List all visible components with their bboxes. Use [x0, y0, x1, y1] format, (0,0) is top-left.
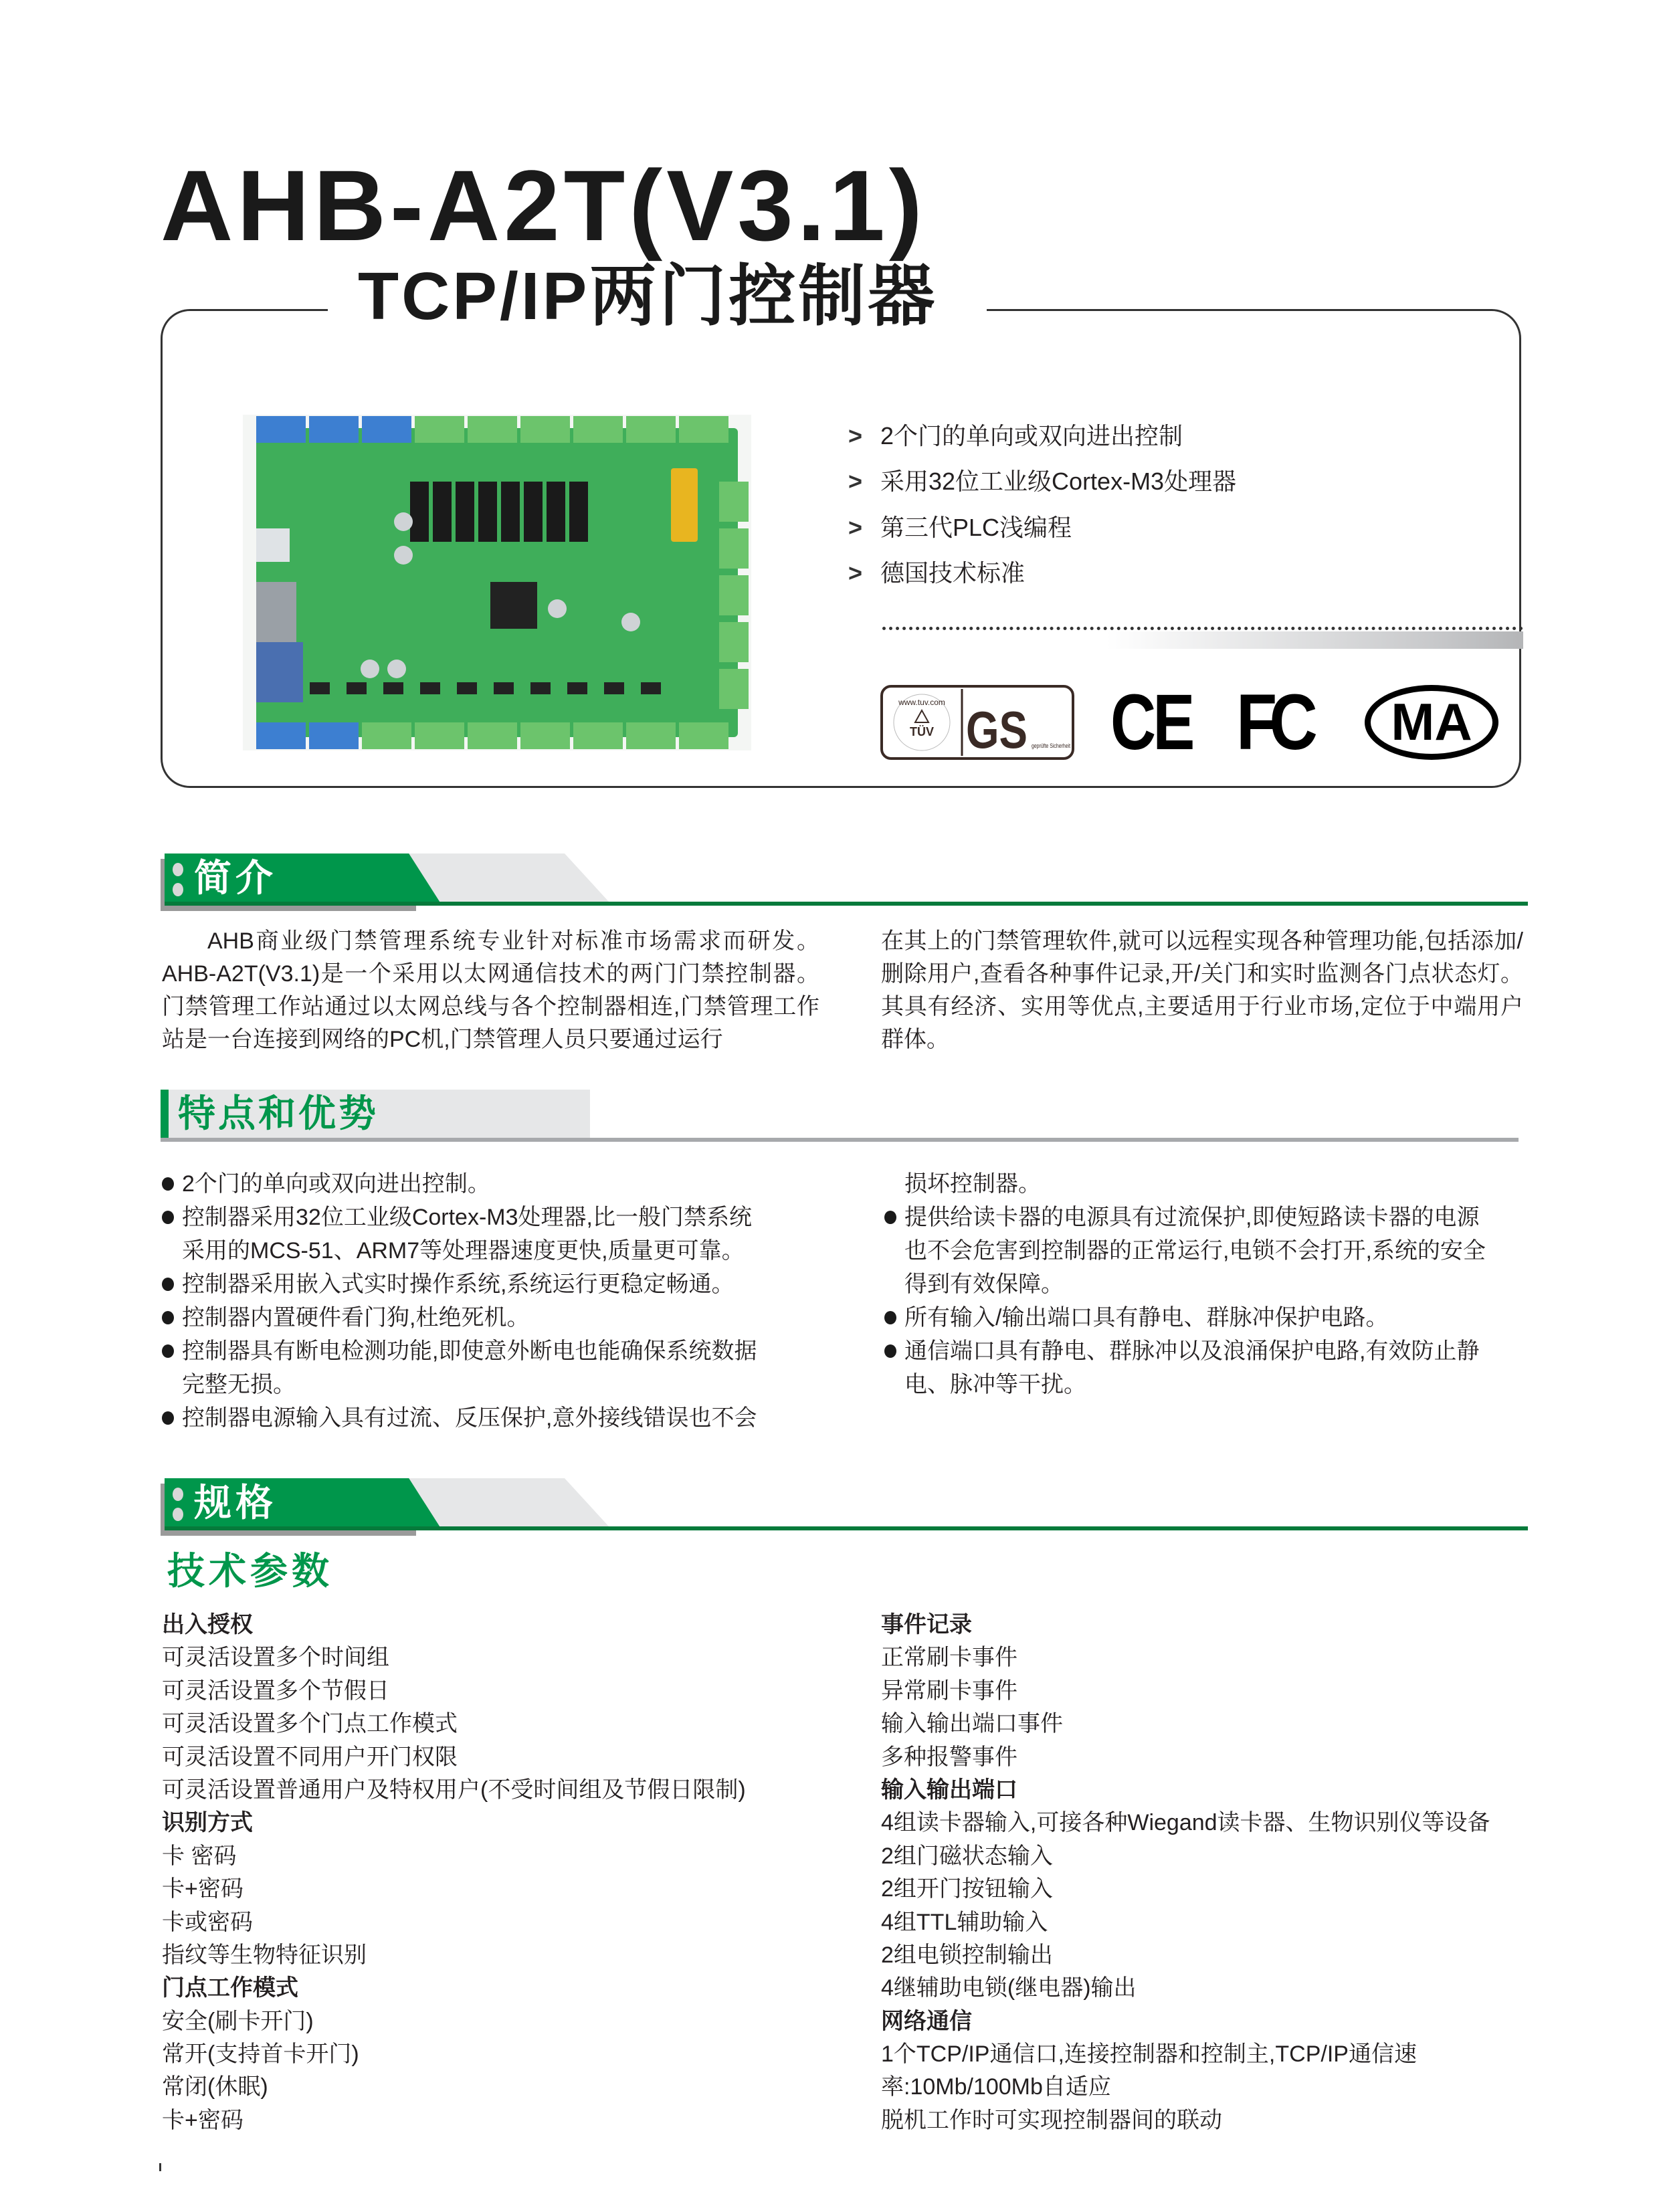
relay	[524, 482, 543, 542]
relay	[433, 482, 452, 542]
terminal-block-side	[719, 622, 749, 662]
terminal-block-bottom	[415, 722, 464, 749]
spec-item: 可灵活设置不同用户开门权限	[162, 1744, 458, 1770]
ic-chip	[494, 682, 514, 694]
specs-column-right	[881, 1609, 1650, 2137]
terminal-block-top	[626, 416, 676, 443]
highlight-text: 德国技术标准	[880, 559, 1026, 587]
ce-logo: CE	[1110, 678, 1192, 767]
spec-item: 可灵活设置多个门点工作模式	[162, 1711, 458, 1737]
spec-item: 2组门磁状态输入	[881, 1843, 1053, 1869]
gradient-bar	[882, 631, 1523, 649]
bullet-icon	[162, 1344, 174, 1358]
cma-logo: MA	[1365, 685, 1498, 760]
terminal-block-top	[679, 416, 728, 443]
spec-item: 2组开门按钮输入	[881, 1876, 1053, 1902]
highlight-text: 采用32位工业级Cortex-M3处理器	[880, 468, 1237, 495]
bullet-icon	[162, 1278, 174, 1291]
spec-item: 1个TCP/IP通信口,连接控制器和控制主,TCP/IP通信速	[881, 2041, 1417, 2068]
feature-line	[162, 1401, 871, 1435]
terminal-block-bottom	[256, 722, 306, 749]
feature-line	[884, 1268, 1527, 1301]
bullet-icon	[162, 1177, 174, 1191]
spec-item: 卡 密码	[162, 1843, 237, 1869]
capacitor	[387, 660, 406, 678]
highlight-item	[848, 467, 1236, 496]
spec-item: 4组读卡器输入,可接各种Wiegand读卡器、生物识别仪等设备	[881, 1810, 1490, 1836]
bullet-icon	[884, 1344, 896, 1358]
feature-text: 控制器具有断电检测功能,即使意外断电也能确保系统数据	[182, 1338, 757, 1364]
chevron-right-icon: >	[848, 514, 863, 541]
tuv-url-text: www.tuv.com	[898, 698, 945, 707]
relay	[501, 482, 520, 542]
microcontroller-chip	[490, 582, 537, 629]
ic-chip	[347, 682, 367, 694]
spec-group-title: 门点工作模式	[162, 1975, 298, 2001]
feature-line	[884, 1167, 1527, 1201]
product-subtitle: TCP/IP两门控制器	[358, 259, 938, 334]
feature-text: 提供给读卡器的电源具有过流保护,即使短路读卡器的电源	[904, 1205, 1480, 1230]
feature-line	[884, 1334, 1527, 1368]
crop-mark	[159, 2163, 161, 2171]
spec-item: 输入输出端口事件	[881, 1711, 1063, 1737]
terminal-block-top	[362, 416, 411, 443]
ic-chip	[420, 682, 440, 694]
features-list-left	[162, 1167, 871, 1435]
spec-item: 常闭(休眠)	[162, 2074, 268, 2100]
section-header-intro	[161, 853, 1528, 914]
feature-line	[884, 1201, 1527, 1234]
terminal-block-top	[468, 416, 517, 443]
ic-chip	[604, 682, 624, 694]
spec-item: 卡+密码	[162, 2107, 243, 2133]
serial-port	[256, 642, 303, 702]
feature-text: 也不会危害到控制器的正常运行,电锁不会打开,系统的安全	[904, 1238, 1486, 1264]
terminal-block-bottom	[573, 722, 623, 749]
terminal-block-top	[415, 416, 464, 443]
feature-text: 完整无损。	[182, 1372, 296, 1397]
chevron-right-icon: >	[848, 422, 863, 449]
spec-item: 多种报警事件	[881, 1744, 1017, 1770]
capacitor	[394, 512, 413, 531]
spec-item: 4组TTL辅助输入	[881, 1909, 1048, 1935]
tuv-gs-logo	[880, 685, 1074, 760]
feature-line	[162, 1334, 871, 1368]
specs-column-left	[162, 1609, 871, 2137]
bullet-icon	[884, 1311, 896, 1324]
terminal-block-side	[719, 482, 749, 522]
intro-paragraph-left: AHB商业级门禁管理系统专业针对标准市场需求而研发。AHB-A2T(V3.1)是一个采用以太网通信技术的两门门禁控制器。门禁管理工作站通过以太网总线与各个控制器相连,门禁管理工作站是一台连接到网络的PC机,门禁管理人员只要通过运行	[162, 928, 819, 1052]
terminal-block-bottom	[520, 722, 570, 749]
spec-group-title: 出入授权	[162, 1612, 253, 1637]
spec-item: 可灵活设置多个时间组	[162, 1645, 389, 1671]
spec-item: 脱机工作时可实现控制器间的联动	[881, 2107, 1222, 2133]
ic-chip	[383, 682, 403, 694]
chevron-right-icon: >	[848, 468, 863, 495]
feature-text: 2个门的单向或双向进出控制。	[182, 1171, 490, 1197]
highlight-text: 第三代PLC浅编程	[880, 514, 1072, 541]
feature-line	[884, 1301, 1527, 1334]
terminal-block-bottom	[362, 722, 411, 749]
tech-params-title: 技术参数	[167, 1550, 333, 1592]
terminal-block-side	[719, 575, 749, 615]
backup-battery	[671, 468, 698, 542]
spec-item: 正常刷卡事件	[881, 1645, 1017, 1671]
feature-line	[162, 1234, 871, 1268]
terminal-block-side	[719, 669, 749, 709]
features-list-right	[884, 1167, 1527, 1401]
feature-text: 损坏控制器。	[904, 1171, 1041, 1197]
section-header-features	[161, 1090, 1519, 1143]
feature-text: 所有输入/输出端口具有静电、群脉冲保护电路。	[904, 1305, 1389, 1330]
spec-group-title: 识别方式	[162, 1810, 253, 1836]
spec-item: 异常刷卡事件	[881, 1678, 1017, 1704]
bullet-icon	[884, 1211, 896, 1224]
terminal-block-bottom	[626, 722, 676, 749]
terminal-block-bottom	[468, 722, 517, 749]
feature-line	[162, 1301, 871, 1334]
section-header-specs	[161, 1478, 1528, 1538]
dotted-divider	[882, 627, 1523, 630]
spec-item: 可灵活设置普通用户及特权用户(不受时间组及节假日限制)	[162, 1777, 746, 1803]
section-dots-icon	[173, 863, 185, 903]
feature-line	[884, 1368, 1527, 1401]
highlight-text: 2个门的单向或双向进出控制	[880, 422, 1183, 449]
feature-text: 控制器采用32位工业级Cortex-M3处理器,比一般门禁系统	[182, 1205, 752, 1230]
ic-chip	[310, 682, 330, 694]
highlight-item	[848, 513, 1072, 542]
feature-text: 电、脉冲等干扰。	[904, 1372, 1086, 1397]
section-dots-icon	[173, 1488, 185, 1528]
spec-item: 率:10Mb/100Mb自适应	[881, 2074, 1111, 2100]
feature-text: 采用的MCS-51、ARM7等处理器速度更快,质量更可靠。	[182, 1238, 745, 1264]
capacitor	[361, 660, 379, 678]
spec-group-title: 事件记录	[881, 1612, 972, 1637]
section-title: 简介	[194, 857, 277, 899]
spec-item: 安全(刷卡开门)	[162, 2008, 314, 2034]
feature-line	[162, 1201, 871, 1234]
terminal-block-bottom	[679, 722, 728, 749]
spec-item: 2组电锁控制输出	[881, 1942, 1053, 1968]
feature-line	[162, 1167, 871, 1201]
spec-item: 4继辅助电锁(继电器)输出	[881, 1975, 1137, 2001]
feature-text: 控制器电源输入具有过流、反压保护,意外接线错误也不会	[182, 1405, 757, 1431]
bullet-icon	[162, 1411, 174, 1425]
terminal-block-bottom	[309, 722, 359, 749]
spec-item: 卡+密码	[162, 1876, 243, 1902]
feature-text: 控制器采用嵌入式实时操作系统,系统运行更稳定畅通。	[182, 1272, 735, 1297]
spec-item: 可灵活设置多个节假日	[162, 1678, 389, 1704]
spec-item: 指纹等生物特征识别	[162, 1942, 367, 1968]
capacitor	[548, 599, 567, 618]
spec-item: 常开(支持首卡开门)	[162, 2041, 359, 2068]
feature-text: 得到有效保障。	[904, 1272, 1064, 1297]
gs-text: GS	[966, 700, 1028, 759]
section-title: 规格	[194, 1482, 277, 1524]
feature-line	[162, 1268, 871, 1301]
ic-chip	[530, 682, 551, 694]
product-model-title: AHB-A2T(V3.1)	[161, 149, 926, 262]
relay	[410, 482, 429, 542]
feature-line	[162, 1368, 871, 1401]
terminal-block-top	[520, 416, 570, 443]
intro-paragraph-right: 在其上的门禁管理软件,就可以远程实现各种管理功能,包括添加/删除用户,查看各种事件记录,开/关门和实时监测各门点状态灯。其具有经济、实用等优点,主要适用于行业市场,定位于中端用户群体。	[881, 928, 1523, 1052]
controller-board-image	[243, 415, 751, 750]
section-title: 特点和优势	[178, 1092, 379, 1134]
feature-text: 控制器内置硬件看门狗,杜绝死机。	[182, 1305, 530, 1330]
chevron-right-icon: >	[848, 559, 863, 587]
relay	[547, 482, 565, 542]
ic-chip	[457, 682, 477, 694]
spec-item: 卡或密码	[162, 1909, 253, 1935]
relay	[478, 482, 497, 542]
spec-group-title: 网络通信	[881, 2008, 972, 2034]
terminal-block-top	[309, 416, 359, 443]
ic-chip	[567, 682, 587, 694]
feature-line	[884, 1234, 1527, 1268]
highlight-item	[848, 421, 1183, 451]
usb-port	[256, 528, 290, 562]
relay	[569, 482, 588, 542]
terminal-block-top	[256, 416, 306, 443]
ic-chip	[641, 682, 661, 694]
capacitor	[621, 613, 640, 631]
feature-text: 通信端口具有静电、群脉冲以及浪涌保护电路,有效防止静	[904, 1338, 1480, 1364]
relay	[456, 482, 474, 542]
terminal-block-top	[573, 416, 623, 443]
bullet-icon	[162, 1311, 174, 1324]
terminal-block-side	[719, 528, 749, 569]
highlight-item	[848, 559, 1025, 588]
tuv-text: TÜV	[910, 725, 934, 738]
ethernet-port	[256, 582, 296, 642]
fcc-logo: FC	[1236, 678, 1310, 767]
capacitor	[394, 546, 413, 565]
bullet-icon	[162, 1211, 174, 1224]
spec-group-title: 输入输出端口	[881, 1777, 1017, 1803]
gs-caption: geprüfte Sicherheit	[1032, 742, 1071, 749]
